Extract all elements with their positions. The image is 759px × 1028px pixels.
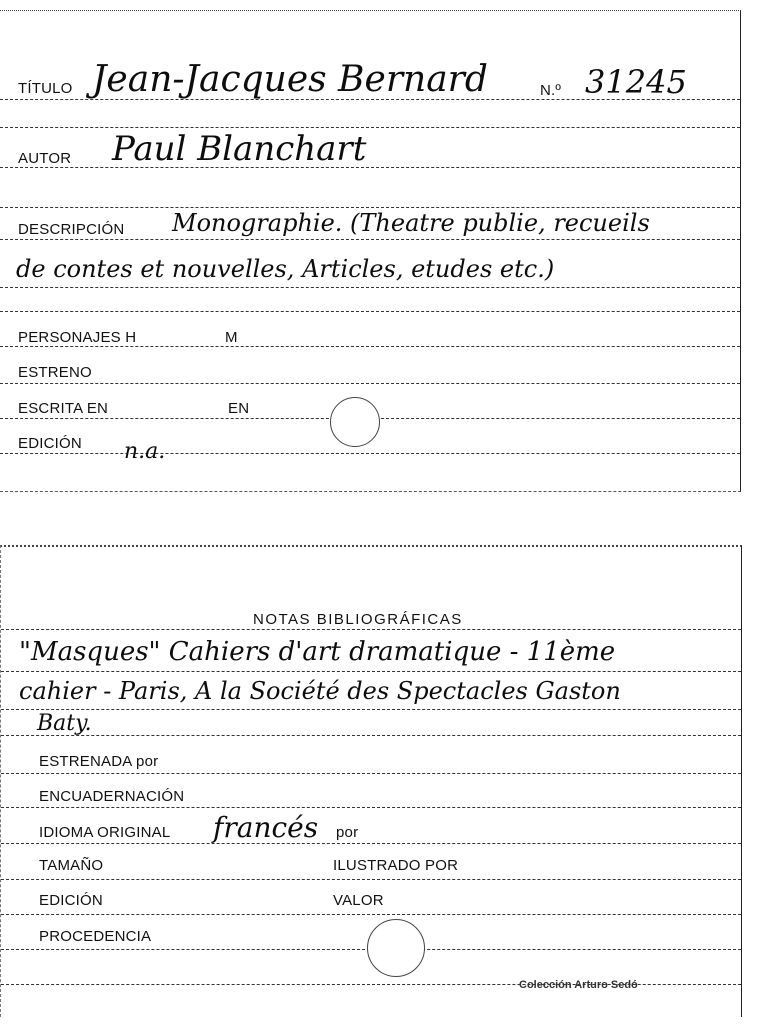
punch-hole: [330, 397, 380, 447]
descripcion-line-2: de contes et nouvelles, Articles, etudes etc.): [16, 255, 555, 283]
idioma-value: francés: [213, 811, 319, 844]
rule-line: [0, 127, 740, 128]
rule-line: [0, 239, 740, 240]
rule-line: [1, 879, 741, 880]
descripcion-label: DESCRIPCIÓN: [18, 221, 125, 238]
autor-label: AUTOR: [18, 150, 72, 167]
catalog-card-top: [0, 10, 741, 492]
valor-label: VALOR: [333, 892, 384, 909]
edicion-value: n.a.: [124, 439, 166, 464]
numero-value: 31245: [585, 63, 687, 101]
titulo-label: TÍTULO: [18, 80, 73, 97]
rule-line: [0, 311, 740, 312]
collection-stamp: Colección Arturo Sedó: [519, 979, 638, 991]
rule-line: [0, 167, 740, 168]
estrenada-label: ESTRENADA por: [39, 753, 159, 770]
edicion-label: EDICIÓN: [18, 435, 82, 452]
tamano-label: TAMAÑO: [39, 857, 104, 874]
descripcion-line-1: Monographie. (Theatre publie, recueils: [172, 209, 650, 237]
m-label: M: [225, 329, 238, 346]
rule-line: [1, 843, 741, 844]
rule-line: [1, 914, 741, 915]
catalog-card-bottom: [0, 545, 742, 1017]
en-label: EN: [228, 400, 250, 417]
notas-line-1: "Masques" Cahiers d'art dramatique - 11ème: [19, 637, 616, 667]
escrita-en-label: ESCRITA EN: [18, 400, 109, 417]
autor-value: Paul Blanchart: [112, 129, 367, 169]
notas-heading: NOTAS BIBLIOGRÁFICAS: [253, 611, 463, 628]
rule-line: [1, 671, 741, 672]
rule-line: [0, 346, 740, 347]
rule-line: [0, 453, 740, 454]
rule-line: [1, 735, 741, 736]
notas-line-3: Baty.: [37, 711, 92, 736]
rule-line: [1, 773, 741, 774]
rule-line: [0, 287, 740, 288]
edicion-label-bottom: EDICIÓN: [39, 892, 103, 909]
punch-hole: [367, 919, 425, 977]
encuadernacion-label: ENCUADERNACIÓN: [39, 788, 185, 805]
por-label: por: [336, 824, 359, 841]
rule-line: [1, 629, 741, 630]
personajes-label: PERSONAJES H: [18, 329, 137, 346]
ilustrado-label: ILUSTRADO POR: [333, 857, 459, 874]
rule-line: [1, 709, 741, 710]
estreno-label: ESTRENO: [18, 364, 92, 381]
numero-label: N.º: [540, 82, 562, 99]
rule-line: [0, 207, 740, 208]
rule-line: [0, 383, 740, 384]
procedencia-label: PROCEDENCIA: [39, 928, 152, 945]
rule-line: [1, 807, 741, 808]
idioma-label: IDIOMA ORIGINAL: [39, 824, 171, 841]
titulo-value: Jean-Jacques Bernard: [92, 59, 488, 100]
notas-line-2: cahier - Paris, A la Société des Spectacles Gaston: [19, 677, 621, 705]
